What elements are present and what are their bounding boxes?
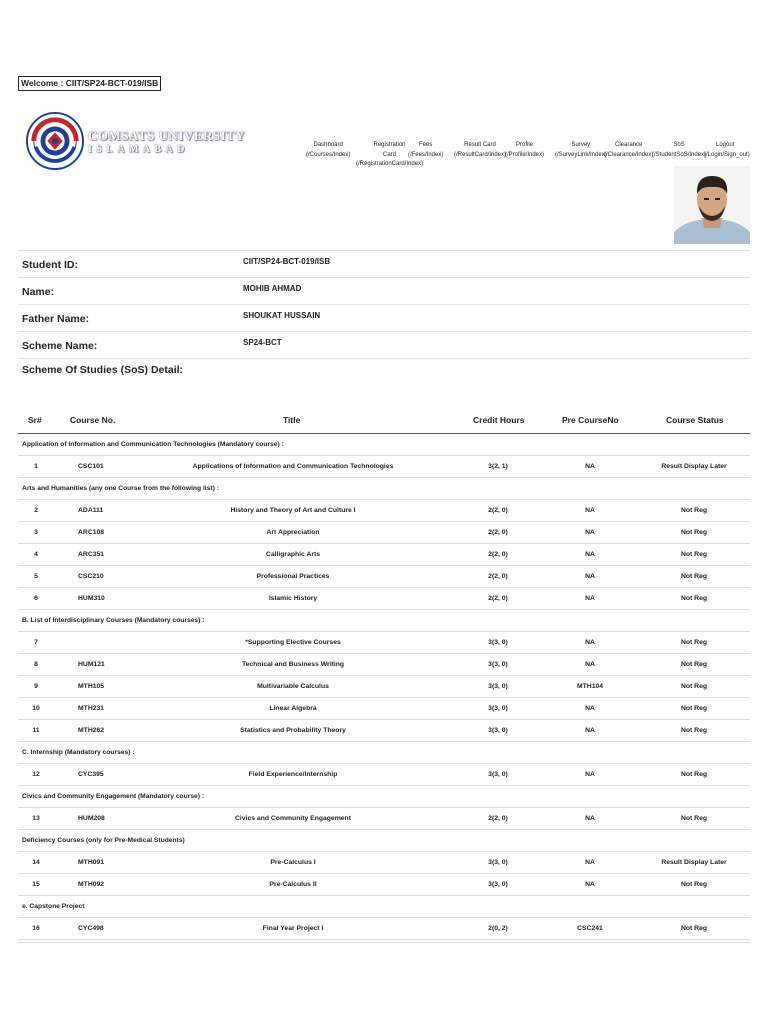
row-pre-course: NA bbox=[585, 529, 595, 536]
row-credit-hours: 3(3, 0) bbox=[488, 859, 508, 866]
header-title: Title bbox=[283, 415, 301, 425]
header-pre-course: Pre CourseNo bbox=[562, 415, 619, 425]
row-title: Art Appreciation bbox=[266, 529, 320, 536]
row-title: Professional Practices bbox=[256, 573, 330, 580]
category-heading: B. List of Interdisciplinary Courses (Mandatory courses) : bbox=[18, 610, 750, 632]
row-sr: 7 bbox=[34, 639, 38, 646]
row-title: Islamic History bbox=[268, 595, 318, 602]
scheme-name-value: SP24-BCT bbox=[243, 338, 282, 347]
nav-profile[interactable]: Profile (/Profile/Index) bbox=[505, 142, 545, 158]
row-sr: 16 bbox=[32, 925, 40, 932]
row-credit-hours: 3(3, 0) bbox=[488, 639, 508, 646]
table-row bbox=[18, 698, 750, 720]
row-course-status: Not Reg bbox=[680, 573, 708, 580]
table-row bbox=[18, 808, 750, 830]
row-course-status: Not Reg bbox=[680, 727, 708, 734]
row-course-status: Not Reg bbox=[680, 661, 708, 668]
category-heading: Deficiency Courses (only for Pre-Medical Students) bbox=[18, 830, 750, 852]
row-credit-hours: 2(2, 0) bbox=[488, 573, 508, 580]
welcome-text: Welcome : CIIT/SP24-BCT-019/ISB bbox=[18, 76, 161, 91]
row-course-no: CSC101 bbox=[78, 463, 104, 470]
nav-clearance[interactable]: Clearance (/Clearance/Index) bbox=[604, 142, 654, 158]
table-header bbox=[18, 404, 750, 434]
row-pre-course: MTH104 bbox=[576, 683, 604, 690]
row-credit-hours: 3(3, 0) bbox=[488, 881, 508, 888]
row-sr: 6 bbox=[34, 595, 38, 602]
name-row bbox=[18, 277, 750, 304]
row-course-status: Not Reg bbox=[680, 925, 708, 932]
table-row bbox=[18, 544, 750, 566]
row-title: Statistics and Probability Theory bbox=[240, 727, 346, 734]
row-sr: 9 bbox=[34, 683, 38, 690]
student-id-row bbox=[18, 250, 750, 277]
row-course-status: Not Reg bbox=[680, 529, 708, 536]
row-title: Field Experience/Internship bbox=[248, 771, 338, 778]
row-credit-hours: 3(3, 0) bbox=[488, 727, 508, 734]
row-sr: 8 bbox=[34, 661, 38, 668]
row-credit-hours: 3(3, 0) bbox=[488, 661, 508, 668]
table-row bbox=[18, 456, 750, 478]
row-credit-hours: 2(2, 0) bbox=[488, 507, 508, 514]
row-pre-course: NA bbox=[585, 507, 595, 514]
row-course-no: ARC351 bbox=[78, 551, 105, 558]
row-pre-course: NA bbox=[585, 771, 595, 778]
table-row bbox=[18, 588, 750, 610]
row-course-status: Result Display Later bbox=[661, 463, 727, 470]
scheme-name-label: Scheme Name: bbox=[22, 340, 98, 352]
row-course-no: MTH231 bbox=[78, 705, 105, 712]
row-course-status: Not Reg bbox=[680, 639, 708, 646]
row-credit-hours: 2(2, 0) bbox=[488, 595, 508, 602]
row-course-status: Not Reg bbox=[680, 705, 708, 712]
row-course-status: Not Reg bbox=[680, 771, 708, 778]
row-sr: 5 bbox=[34, 573, 38, 580]
row-sr: 4 bbox=[34, 551, 38, 558]
row-pre-course: NA bbox=[585, 573, 595, 580]
university-name: COMSATS UNIVERSITY bbox=[88, 128, 246, 143]
row-pre-course: NA bbox=[585, 639, 595, 646]
row-credit-hours: 3(3, 0) bbox=[488, 683, 508, 690]
row-course-status: Not Reg bbox=[680, 507, 708, 514]
father-name-row bbox=[18, 304, 750, 331]
row-course-no: MTH105 bbox=[78, 683, 105, 690]
header-course-status: Course Status bbox=[666, 415, 724, 425]
row-title: Pre-Calculus I bbox=[270, 859, 316, 866]
row-sr: 1 bbox=[34, 463, 38, 470]
row-pre-course: NA bbox=[585, 551, 595, 558]
row-title: Calligraphic Arts bbox=[265, 551, 321, 558]
category-heading: C. Internship (Mandatory courses) : bbox=[18, 742, 750, 764]
row-title: Civics and Community Engagement bbox=[235, 815, 351, 822]
table-row bbox=[18, 676, 750, 698]
row-course-no: MTH262 bbox=[78, 727, 105, 734]
row-course-no: CYC395 bbox=[78, 771, 104, 778]
row-pre-course: CSC241 bbox=[577, 925, 603, 932]
table-row bbox=[18, 764, 750, 786]
nav-result-card[interactable]: Result Card (/ResultCard/Index) bbox=[454, 142, 507, 158]
table-row bbox=[18, 918, 750, 940]
university-seal-icon bbox=[26, 112, 84, 170]
row-course-status: Not Reg bbox=[680, 595, 708, 602]
header-course-no: Course No. bbox=[70, 415, 116, 425]
row-sr: 14 bbox=[32, 859, 40, 866]
row-sr: 13 bbox=[32, 815, 40, 822]
table-row bbox=[18, 632, 750, 654]
row-credit-hours: 2(2, 0) bbox=[488, 529, 508, 536]
row-course-status: Result Display Later bbox=[661, 859, 727, 866]
header-credit-hours: Credit Hours bbox=[473, 415, 525, 425]
row-title: Technical and Business Writing bbox=[241, 661, 345, 668]
row-course-status: Not Reg bbox=[680, 683, 708, 690]
row-pre-course: NA bbox=[585, 881, 595, 888]
table-row bbox=[18, 500, 750, 522]
sos-title: Scheme Of Studies (SoS) Detail: bbox=[22, 364, 184, 376]
nav-fees[interactable]: Fees (/Fees/Index) bbox=[408, 142, 444, 158]
row-course-no: CSC210 bbox=[78, 573, 104, 580]
father-name-label: Father Name: bbox=[22, 313, 90, 325]
row-sr: 11 bbox=[32, 727, 40, 734]
row-course-status: Not Reg bbox=[680, 815, 708, 822]
row-title: Linear Algebra bbox=[269, 705, 317, 712]
row-course-no: MTH092 bbox=[78, 881, 105, 888]
row-title: Final Year Project I bbox=[262, 925, 324, 932]
row-title: Pre-Calculus II bbox=[269, 881, 317, 888]
nav-logout[interactable]: Logout (/Login/Sign_out) bbox=[704, 142, 750, 158]
scheme-name-row bbox=[18, 331, 750, 358]
nav-dashboard[interactable]: Dashboard (/Courses/Index) bbox=[306, 142, 351, 158]
row-course-no: MTH091 bbox=[78, 859, 105, 866]
category-heading: Arts and Humanities (any one Course from the following list) : bbox=[18, 478, 750, 500]
row-course-no: ADA111 bbox=[78, 507, 104, 514]
info-divider bbox=[18, 358, 750, 359]
row-sr: 15 bbox=[32, 881, 40, 888]
row-title: Multivariable Calculus bbox=[257, 683, 329, 690]
name-label: Name: bbox=[22, 286, 55, 298]
nav-sos[interactable]: SoS (/StudentSoS/Index) bbox=[652, 142, 707, 158]
row-credit-hours: 3(3, 0) bbox=[488, 771, 508, 778]
student-id-label: Student ID: bbox=[22, 259, 78, 271]
table-row bbox=[18, 522, 750, 544]
row-course-no: HUM310 bbox=[78, 595, 105, 602]
row-title: Applications of Information and Communication Technologies bbox=[192, 463, 394, 470]
row-pre-course: NA bbox=[585, 859, 595, 866]
row-course-no: HUM208 bbox=[78, 815, 105, 822]
table-row bbox=[18, 874, 750, 896]
nav-registration-card[interactable]: Registration Card (/RegistrationCard/Index) bbox=[356, 142, 424, 167]
row-course-status: Not Reg bbox=[680, 551, 708, 558]
table-row bbox=[18, 720, 750, 742]
table-bottom-border bbox=[18, 942, 750, 943]
row-credit-hours: 2(2, 0) bbox=[488, 815, 508, 822]
category-heading: e. Capstone Project bbox=[18, 896, 750, 918]
row-course-no: HUM121 bbox=[78, 661, 105, 668]
row-course-no: ARC108 bbox=[78, 529, 105, 536]
nav-survey[interactable]: Survey (/SurveyLink/Index) bbox=[555, 142, 607, 158]
table-row bbox=[18, 566, 750, 588]
row-sr: 3 bbox=[34, 529, 38, 536]
row-course-status: Not Reg bbox=[680, 881, 708, 888]
row-pre-course: NA bbox=[585, 661, 595, 668]
row-pre-course: NA bbox=[585, 705, 595, 712]
row-sr: 10 bbox=[32, 705, 40, 712]
name-value: MOHIB AHMAD bbox=[243, 284, 302, 293]
category-heading: Civics and Community Engagement (Mandatory course) : bbox=[18, 786, 750, 808]
table-row bbox=[18, 654, 750, 676]
row-title: History and Theory of Art and Culture I bbox=[230, 507, 356, 514]
row-course-no: CYC498 bbox=[78, 925, 104, 932]
row-pre-course: NA bbox=[585, 595, 595, 602]
university-logo[interactable] bbox=[26, 112, 256, 176]
student-photo bbox=[674, 166, 750, 244]
row-credit-hours: 3(3, 0) bbox=[488, 705, 508, 712]
table-row bbox=[18, 852, 750, 874]
university-city: ISLAMABAD bbox=[88, 144, 189, 155]
row-credit-hours: 2(2, 0) bbox=[488, 551, 508, 558]
row-pre-course: NA bbox=[585, 463, 595, 470]
row-title: *Supporting Elective Courses bbox=[245, 639, 341, 646]
row-credit-hours: 3(2, 1) bbox=[488, 463, 508, 470]
row-sr: 2 bbox=[34, 507, 38, 514]
row-credit-hours: 2(0, 2) bbox=[488, 925, 508, 932]
row-pre-course: NA bbox=[585, 727, 595, 734]
header-sr: Sr# bbox=[28, 415, 42, 425]
category-heading: Application of Information and Communication Technologies (Mandatory course) : bbox=[18, 434, 750, 456]
student-id-value: CIIT/SP24-BCT-019/ISB bbox=[243, 257, 331, 266]
row-pre-course: NA bbox=[585, 815, 595, 822]
row-sr: 12 bbox=[32, 771, 40, 778]
father-name-value: SHOUKAT HUSSAIN bbox=[243, 311, 321, 320]
